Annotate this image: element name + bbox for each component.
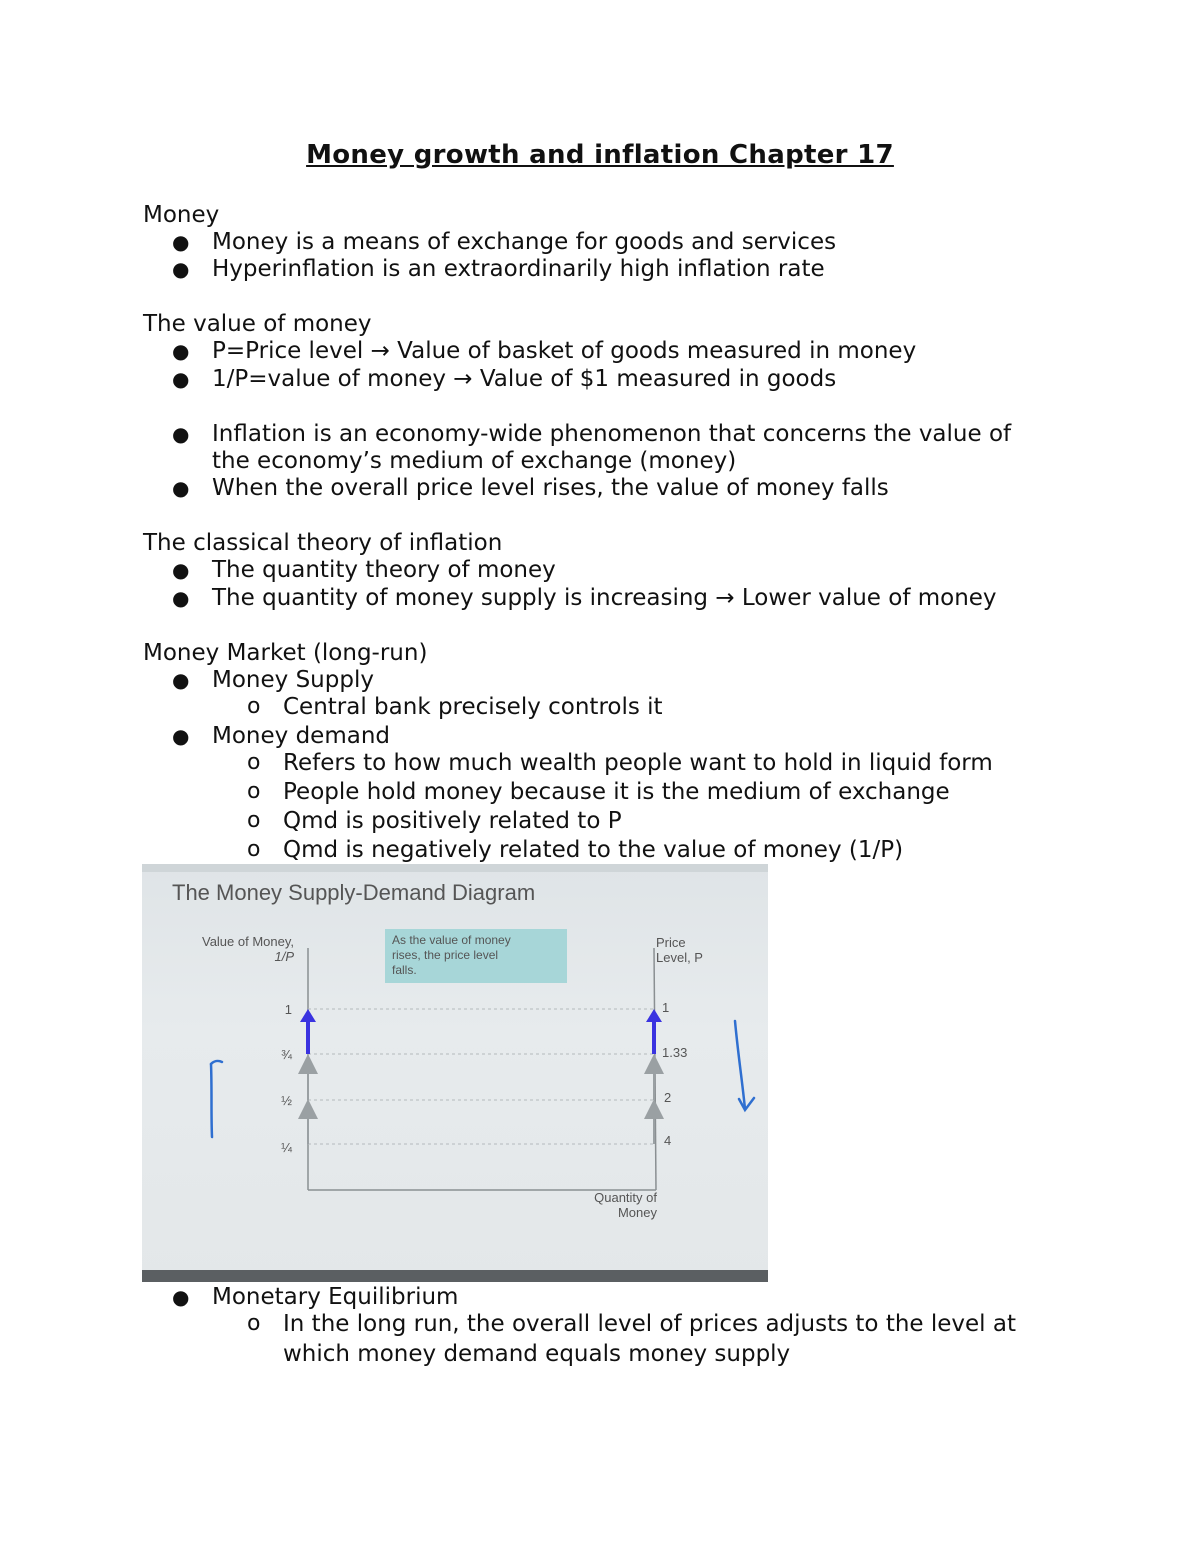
circle-bullet-icon: o [247,837,261,862]
sub-list-item: o Qmd is negatively related to the value of money (1/P) [247,837,904,863]
bullet-icon: ● [172,724,190,748]
photo-edge [142,1270,768,1282]
list-item: ● Monetary Equilibrium [172,1284,459,1310]
blue-up-arrow-right [646,1009,662,1054]
bullet-icon: ● [172,339,190,363]
document-title: Money growth and inflation Chapter 17 [306,140,894,170]
list-item-continuation: the economy’s medium of exchange (money) [212,448,737,474]
list-item: ● 1/P=value of money → Value of $1 measured in goods [172,366,837,392]
left-tick-label: ½ [281,1093,292,1108]
list-item: ● Money is a means of exchange for goods and services [172,229,837,255]
bullet-icon: ● [172,367,190,391]
list-item: ● The quantity of money supply is increasing → Lower value of money [172,585,997,611]
x-axis-label: Quantity of [594,1190,657,1205]
right-tick-label: 2 [664,1090,672,1105]
heading-money-market: Money Market (long-run) [143,640,428,666]
sub-list-item: o Qmd is positively related to P [247,808,622,834]
bullet-icon: ● [172,668,190,692]
sub-list-item: o Central bank precisely controls it [247,694,663,720]
handdrawn-up-arrow [211,1061,222,1137]
bullet-icon: ● [172,422,190,446]
heading-money: Money [143,202,220,228]
left-axis-label-sub: 1/P [274,949,294,964]
list-item: ● The quantity theory of money [172,557,556,583]
diagram-title: The Money Supply-Demand Diagram [172,880,536,905]
bullet-icon: ● [172,257,190,281]
circle-bullet-icon: o [247,1311,261,1336]
bullet-icon: ● [172,230,190,254]
callout-line: rises, the price level [392,948,499,962]
circle-bullet-icon: o [247,779,261,804]
list-item: ● When the overall price level rises, the value of money falls [172,475,889,501]
right-axis-label: Price [656,935,686,950]
diagram-photo [142,864,768,1282]
list-item: ● Money Supply [172,667,374,693]
sub-list-item-continuation: which money demand equals money supply [283,1341,791,1367]
circle-bullet-icon: o [247,808,261,833]
left-tick-label: ¾ [281,1047,292,1062]
left-tick-label: ¼ [281,1140,292,1155]
left-tick-label: 1 [284,1002,292,1017]
circle-bullet-icon: o [247,750,261,775]
right-tick-label: 4 [664,1133,672,1148]
bullet-icon: ● [172,1285,190,1309]
right-tick-label: 1 [662,1000,670,1015]
money-supply-demand-diagram [142,864,768,1282]
heading-classical-theory: The classical theory of inflation [143,530,503,556]
x-axis-label-sub: Money [617,1205,657,1220]
heading-value-of-money: The value of money [143,311,372,337]
callout-line: As the value of money [392,933,511,947]
left-axis-label: Value of Money, [201,934,294,949]
sub-list-item: o People hold money because it is the medium of exchange [247,779,950,805]
list-item: ● Money demand [172,723,390,749]
list-item: ● Inflation is an economy-wide phenomenon that concerns the value of [172,421,1012,447]
sub-list-item: o In the long run, the overall level of prices adjusts to the level at [247,1311,1016,1337]
bullet-icon: ● [172,586,190,610]
list-item: ● Hyperinflation is an extraordinarily high inflation rate [172,256,825,282]
right-axis-label-sub: Level, P [656,950,703,965]
handdrawn-down-arrow [735,1021,754,1110]
bullet-icon: ● [172,476,190,500]
bullet-icon: ● [172,558,190,582]
right-tick-label: 1.33 [662,1045,688,1060]
list-item: ● P=Price level → Value of basket of goods measured in money [172,338,917,364]
blue-up-arrow-left [300,1009,316,1054]
callout-line: falls. [392,963,417,977]
sub-list-item: o Refers to how much wealth people want to hold in liquid form [247,750,993,776]
circle-bullet-icon: o [247,694,261,719]
